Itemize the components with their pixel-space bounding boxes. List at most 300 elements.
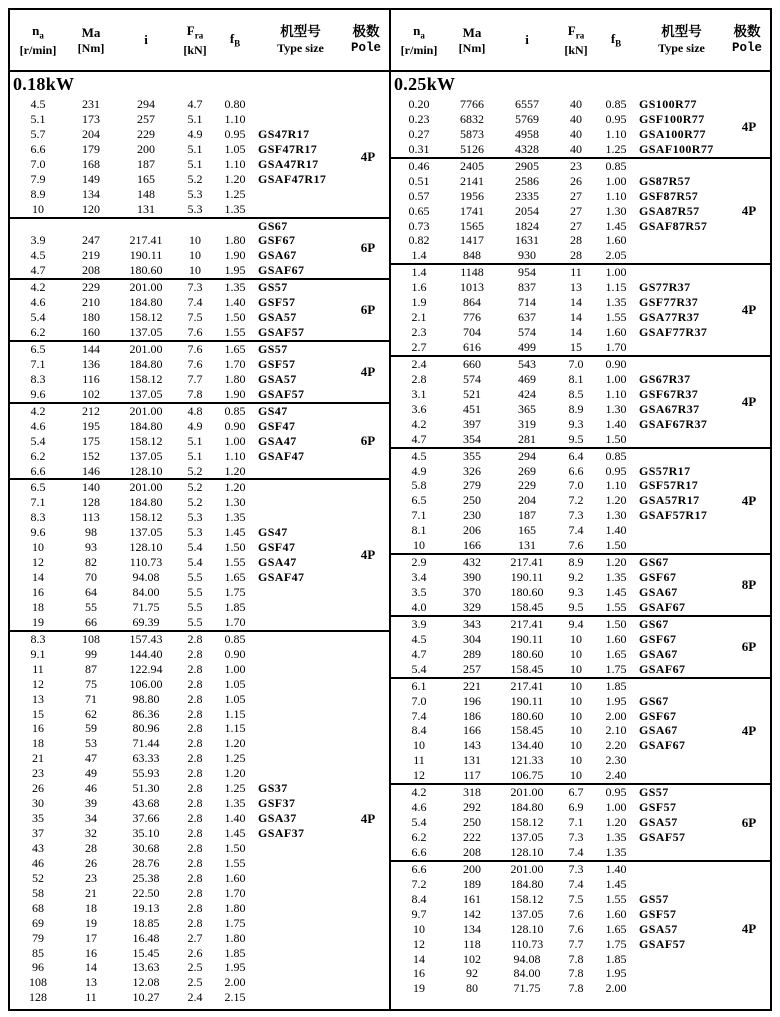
cell-fb: 1.90 — [224, 386, 246, 401]
cell-ma: 26 — [85, 855, 97, 870]
cell-fra: 27 — [570, 203, 582, 218]
cell-fb: 1.40 — [224, 295, 246, 310]
cell-na: 69 — [32, 915, 44, 930]
cell-i: 137.05 — [510, 830, 544, 844]
cell-ma: 102 — [82, 386, 100, 401]
cell-type: GS67 — [639, 555, 669, 570]
cell-ma: 152 — [82, 448, 100, 463]
cell-ma: 14 — [85, 960, 97, 975]
cell-na: 16 — [413, 966, 425, 981]
cell-i: 134.40 — [510, 738, 544, 753]
table-row — [391, 387, 770, 402]
cell-fb: 1.55 — [224, 325, 246, 340]
cell-type: GSF77R37 — [639, 295, 699, 310]
cell-fb: 0.85 — [224, 631, 246, 646]
cell-i: 714 — [518, 295, 536, 310]
cell-type — [637, 679, 726, 694]
cell-i: 121.33 — [510, 753, 544, 768]
col-header-fb — [595, 10, 637, 70]
cell-i: 2335 — [515, 188, 539, 203]
table-row — [391, 768, 770, 783]
rating-group-6 — [10, 480, 389, 631]
cell-i: 106.00 — [129, 676, 163, 691]
cell-type: GSF57 — [639, 906, 677, 921]
cell-na: 10 — [32, 540, 44, 555]
table-row — [391, 493, 770, 508]
cell-na: 16 — [32, 585, 44, 599]
cell-type — [637, 357, 726, 372]
cell-ma: 229 — [82, 280, 100, 295]
cell-type: GSA67 — [639, 585, 678, 599]
cell-na: 2.3 — [411, 325, 427, 340]
cell-fb: 1.65 — [224, 570, 246, 585]
cell-fb: 0.95 — [605, 785, 627, 800]
cell-fra: 5.5 — [187, 599, 203, 614]
cell-fb: 2.40 — [605, 768, 627, 783]
cell-i: 122.94 — [129, 661, 163, 676]
cell-ma: 149 — [82, 171, 100, 186]
cell-fb: 1.40 — [605, 416, 627, 431]
table-row — [391, 248, 770, 263]
cell-type: GS47R17 — [258, 126, 310, 141]
cell-ma: 71 — [85, 691, 97, 706]
cell-ma: 318 — [463, 785, 481, 800]
cell-ma: 142 — [463, 906, 481, 921]
cell-ma: 62 — [85, 706, 97, 721]
cell-i: 229 — [518, 478, 536, 493]
cell-ma: 118 — [463, 936, 481, 951]
cell-i: 37.66 — [132, 811, 160, 826]
cell-i: 110.73 — [129, 555, 163, 570]
table-row — [10, 871, 389, 886]
table-row — [391, 142, 770, 157]
cell-fra: 27 — [570, 188, 582, 203]
cell-ma: 451 — [463, 401, 481, 416]
cell-fra: 7.3 — [568, 508, 584, 523]
cell-fra: 9.5 — [568, 599, 584, 614]
cell-i: 158.12 — [510, 815, 544, 830]
cell-type — [256, 480, 345, 495]
cell-type — [637, 862, 726, 877]
cell-type: GSF47 — [258, 540, 296, 555]
pole-count-label: 8P — [741, 577, 757, 592]
cell-fra: 7.8 — [187, 386, 203, 401]
cell-na: 0.46 — [408, 158, 430, 173]
cell-fb: 1.20 — [224, 736, 246, 751]
rating-group-2 — [391, 159, 770, 266]
cell-fb — [214, 219, 256, 234]
table-row — [10, 342, 389, 357]
cell-i: 165 — [137, 171, 155, 186]
cell-fb: 1.65 — [605, 646, 627, 661]
cell-fb: 1.05 — [224, 141, 246, 156]
pole-count-label: 4P — [741, 921, 757, 937]
cell-i: 158.45 — [510, 723, 544, 738]
pole-count-label: 4P — [360, 547, 376, 563]
cell-type: GSF47 — [258, 418, 296, 433]
cell-type: GS100R77 — [639, 97, 697, 111]
cell-ma: 354 — [463, 431, 481, 446]
cell-i: 71.75 — [513, 981, 541, 996]
cell-fra: 7.6 — [568, 921, 584, 936]
cell-ma: 257 — [463, 661, 481, 676]
cell-fra: 7.8 — [568, 951, 584, 966]
cell-fra: 5.1 — [187, 433, 203, 448]
cell-i: 158.45 — [510, 599, 544, 614]
cell-na: 37 — [32, 826, 44, 840]
cell-fb: 1.60 — [605, 906, 627, 921]
cell-na: 4.5 — [30, 248, 46, 263]
cell-type — [637, 845, 726, 860]
rating-group-5 — [10, 404, 389, 481]
table-row — [391, 845, 770, 860]
cell-ma: 113 — [82, 510, 100, 525]
cell-ma: 370 — [463, 585, 481, 599]
cell-i: 25.38 — [132, 870, 160, 885]
pole-count-label: 4P — [741, 393, 757, 409]
cell-fra: 9.2 — [568, 570, 584, 585]
cell-type — [256, 766, 345, 781]
cell-ma: 196 — [463, 693, 481, 708]
power-section-title: 0.25kW — [394, 74, 456, 94]
cell-i: 201.00 — [510, 861, 544, 876]
cell-type — [637, 877, 726, 892]
cell-na: 14 — [32, 570, 44, 585]
cell-na: 7.1 — [30, 495, 46, 510]
cell-na: 2.1 — [411, 310, 427, 325]
cell-na: 7.9 — [30, 171, 46, 186]
table-row — [391, 280, 770, 295]
cell-fb: 1.60 — [605, 631, 627, 646]
table-row — [10, 721, 389, 736]
cell-fra: 28 — [570, 248, 582, 263]
cell-fra: 5.2 — [187, 480, 203, 495]
cell-i: 217.41 — [510, 616, 544, 631]
cell-i: 184.80 — [129, 418, 163, 433]
table-row — [391, 555, 770, 570]
cell-i: 137.05 — [129, 448, 163, 463]
cell-fra: 6.4 — [568, 448, 584, 463]
cell-fra: 10 — [570, 631, 582, 646]
cell-fb: 1.25 — [224, 186, 246, 201]
cell-i: 201.00 — [129, 403, 163, 418]
col-header-pole — [726, 10, 768, 70]
pole-count-label: 6P — [360, 433, 376, 449]
cell-fra: 2.8 — [187, 706, 203, 721]
cell-fb: 1.30 — [605, 203, 627, 218]
cell-type: GSAF67 — [639, 661, 686, 676]
table-row — [10, 325, 389, 340]
table-row — [391, 907, 770, 922]
table-row — [10, 632, 389, 647]
cell-type — [256, 495, 345, 510]
cell-ma: 5873 — [460, 126, 484, 141]
cell-ma: 210 — [82, 295, 100, 310]
table-row — [391, 694, 770, 709]
cell-type: GS57 — [258, 280, 288, 295]
pole-count-label: 4P — [741, 492, 757, 508]
cell-fb: 1.85 — [605, 951, 627, 966]
rating-group-8 — [391, 679, 770, 786]
cell-na: 4.0 — [411, 599, 427, 614]
cell-na: 11 — [32, 661, 44, 676]
cell-fb: 1.50 — [605, 431, 627, 446]
cell-i: 71.44 — [132, 736, 160, 751]
cell-fra: 5.3 — [187, 186, 203, 201]
cell-type: GSAF67 — [639, 599, 686, 614]
cell-type — [637, 233, 726, 248]
cell-fb: 0.90 — [224, 418, 246, 433]
table-row — [391, 538, 770, 553]
cell-fb: 1.55 — [605, 599, 627, 614]
cell-fra: 7.3 — [568, 861, 584, 876]
cell-fra: 2.5 — [187, 960, 203, 975]
cell-fra: 15 — [570, 340, 582, 354]
cell-ma: 776 — [463, 310, 481, 325]
table-row — [391, 723, 770, 738]
table-row — [391, 570, 770, 585]
cell-na: 8.4 — [411, 891, 427, 906]
cell-fb: 1.70 — [605, 340, 627, 354]
rating-group-3 — [10, 280, 389, 342]
cell-i: 30.68 — [132, 840, 160, 855]
cell-na: 8.4 — [411, 723, 427, 738]
header-symbol-i: i — [525, 32, 529, 48]
cell-type: GS67R37 — [639, 371, 691, 386]
cell-type: GS57R17 — [639, 463, 691, 478]
cell-fb: 0.90 — [224, 646, 246, 661]
pole-count-label: 6P — [360, 240, 376, 256]
rating-group-2 — [10, 219, 389, 281]
cell-i: 106.75 — [510, 768, 544, 783]
table-row — [391, 219, 770, 234]
table-row — [391, 112, 770, 127]
cell-na: 8.9 — [30, 186, 46, 201]
cell-type: GS67 — [639, 616, 669, 631]
table-row — [10, 295, 389, 310]
cell-i: 128.10 — [510, 921, 544, 936]
cell-ma: 173 — [82, 111, 100, 126]
cell-fra: 2.8 — [187, 811, 203, 826]
cell-na: 9.6 — [30, 386, 46, 401]
cell-type: GSF57 — [258, 356, 296, 371]
cell-na: 7.0 — [411, 693, 427, 708]
cell-i: 84.00 — [132, 585, 160, 599]
col-header-type — [637, 10, 726, 70]
table-row — [10, 357, 389, 372]
cell-ma: 206 — [463, 523, 481, 538]
cell-fra: 4.9 — [187, 418, 203, 433]
cell-type: GSAF100R77 — [639, 141, 714, 156]
cell-na: 3.4 — [411, 570, 427, 585]
rating-group-7 — [391, 617, 770, 679]
cell-fra: 5.4 — [187, 555, 203, 570]
header-symbol-ma: Ma — [462, 24, 482, 40]
cell-i: 201.00 — [129, 480, 163, 495]
cell-fb: 1.05 — [224, 691, 246, 706]
cell-fb: 1.40 — [224, 811, 246, 826]
cell-fb: 1.20 — [224, 480, 246, 495]
cell-fb: 1.60 — [224, 870, 246, 885]
cell-i: 15.45 — [132, 945, 160, 960]
cell-ma: 208 — [463, 844, 481, 859]
table-row — [391, 937, 770, 952]
table-row — [10, 434, 389, 449]
cell-na: 108 — [29, 975, 47, 990]
cell-fb: 1.15 — [605, 280, 627, 295]
cell-ma: 397 — [463, 416, 481, 431]
cell-type — [256, 600, 345, 615]
cell-type: GSA37 — [258, 811, 297, 826]
cell-na: 5.4 — [411, 661, 427, 676]
cell-ma: 134 — [82, 186, 100, 201]
cell-ma: 128 — [82, 495, 100, 510]
cell-fb: 0.80 — [224, 97, 246, 111]
table-row — [10, 387, 389, 402]
header-symbol-fb: $f_B$ — [610, 30, 622, 49]
cell-ma: 131 — [463, 753, 481, 768]
cell-i: 201.00 — [129, 280, 163, 295]
cell-i: 229 — [137, 126, 155, 141]
cell-fra: 2.5 — [187, 975, 203, 990]
cell-na: 3.5 — [411, 585, 427, 599]
cell-fb: 2.00 — [605, 708, 627, 723]
cell-i: 201.00 — [510, 785, 544, 800]
cell-fra: 8.1 — [568, 371, 584, 386]
cell-i: 18.85 — [132, 915, 160, 930]
cell-i: 499 — [518, 340, 536, 354]
cell-ma: 117 — [463, 768, 481, 783]
table-row — [10, 540, 389, 555]
cell-fb: 1.00 — [605, 800, 627, 815]
cell-na: 6.6 — [30, 141, 46, 156]
cell-fra: 2.8 — [187, 661, 203, 676]
table-row — [391, 97, 770, 112]
cell-fra: 40 — [570, 141, 582, 156]
cell-i: 94.08 — [132, 570, 160, 585]
cell-fra: 10 — [189, 263, 201, 278]
cell-ma: 34 — [85, 811, 97, 826]
header-symbol-fra: $F_{ra}$ — [186, 23, 204, 41]
cell-na: 5.4 — [30, 433, 46, 448]
cell-fra: 7.6 — [187, 342, 203, 356]
cell-fb: 1.10 — [224, 448, 246, 463]
cell-fb: 1.20 — [605, 815, 627, 830]
cell-fb: 1.50 — [605, 538, 627, 553]
cell-type: GSAF57R17 — [639, 508, 708, 523]
cell-fb: 1.45 — [605, 876, 627, 891]
cell-type — [256, 112, 345, 127]
cell-fb: 1.45 — [605, 218, 627, 233]
table-row — [391, 478, 770, 493]
cell-na: 23 — [32, 766, 44, 781]
table-row — [391, 600, 770, 615]
table-row — [10, 707, 389, 722]
cell-na: 8.3 — [30, 371, 46, 386]
table-row — [10, 187, 389, 202]
cell-na: 1.9 — [411, 295, 427, 310]
cell-type — [256, 464, 345, 479]
cell-ma: 1013 — [460, 280, 484, 295]
table-row — [391, 174, 770, 189]
cell-i: 86.36 — [132, 706, 160, 721]
cell-type — [637, 753, 726, 768]
cell-fra: 7.5 — [187, 310, 203, 325]
cell-ma: 326 — [463, 463, 481, 478]
cell-fb: 1.00 — [605, 173, 627, 188]
table-row — [391, 662, 770, 677]
cell-type: GSAF57 — [258, 325, 305, 340]
cell-ma: 219 — [82, 248, 100, 263]
table-row — [391, 127, 770, 142]
cell-i: 157.43 — [129, 631, 163, 646]
cell-ma: 39 — [85, 796, 97, 811]
cell-i: 137.05 — [510, 906, 544, 921]
cell-na: 4.2 — [411, 416, 427, 431]
cell-fb: 0.85 — [605, 97, 627, 111]
cell-fb: 1.10 — [605, 188, 627, 203]
cell-fra: 2.8 — [187, 826, 203, 840]
cell-ma: 21 — [85, 885, 97, 900]
cell-fra: 6.9 — [568, 800, 584, 815]
cell-fb: 1.35 — [605, 295, 627, 310]
table-row — [391, 265, 770, 280]
cell-na: 96 — [32, 960, 44, 975]
cell-i: 10.27 — [132, 990, 160, 1005]
table-row — [391, 617, 770, 632]
cell-ma: 292 — [463, 800, 481, 815]
cell-type: GSA57 — [258, 371, 297, 386]
pole-count-label: 4P — [741, 118, 757, 134]
cell-i: 2586 — [515, 173, 539, 188]
cell-fra: 2.8 — [187, 721, 203, 736]
cell-fb: 1.50 — [224, 540, 246, 555]
cell-fra: 5.1 — [187, 448, 203, 463]
cell-ma: 7766 — [460, 97, 484, 111]
cell-type: GS77R37 — [639, 280, 691, 295]
cell-na: 10 — [413, 538, 425, 553]
cell-ma: 175 — [82, 433, 100, 448]
table-row — [391, 966, 770, 981]
cell-fb: 2.05 — [605, 248, 627, 263]
cell-ma: 5126 — [460, 141, 484, 156]
table-row — [391, 892, 770, 907]
cell-ma: 1956 — [460, 188, 484, 203]
cell-ma: 1417 — [460, 233, 484, 248]
cell-i: 190.11 — [510, 570, 544, 585]
cell-fb: 0.85 — [605, 158, 627, 173]
table-row — [10, 449, 389, 464]
cell-fb: 1.45 — [605, 585, 627, 599]
table-row — [391, 709, 770, 724]
cell-na: 4.2 — [411, 785, 427, 800]
header-unit-type: Type size — [658, 41, 705, 56]
cell-fb: 1.35 — [224, 796, 246, 811]
cell-ma: 231 — [82, 97, 100, 111]
cell-type: GSA67R37 — [639, 401, 700, 416]
cell-fb: 0.90 — [605, 356, 627, 371]
pole-count-label: 4P — [360, 363, 376, 379]
cell-ma: 18 — [85, 900, 97, 915]
rating-group-1 — [10, 97, 389, 219]
cell-i: 294 — [518, 448, 536, 463]
cell-na: 8.3 — [30, 510, 46, 525]
pole-count-label: 6P — [741, 638, 757, 654]
cell-fra: 5.5 — [187, 570, 203, 585]
cell-na: 1.4 — [411, 265, 427, 280]
cell-ma: 329 — [463, 599, 481, 614]
cell-fra: 9.4 — [568, 616, 584, 631]
